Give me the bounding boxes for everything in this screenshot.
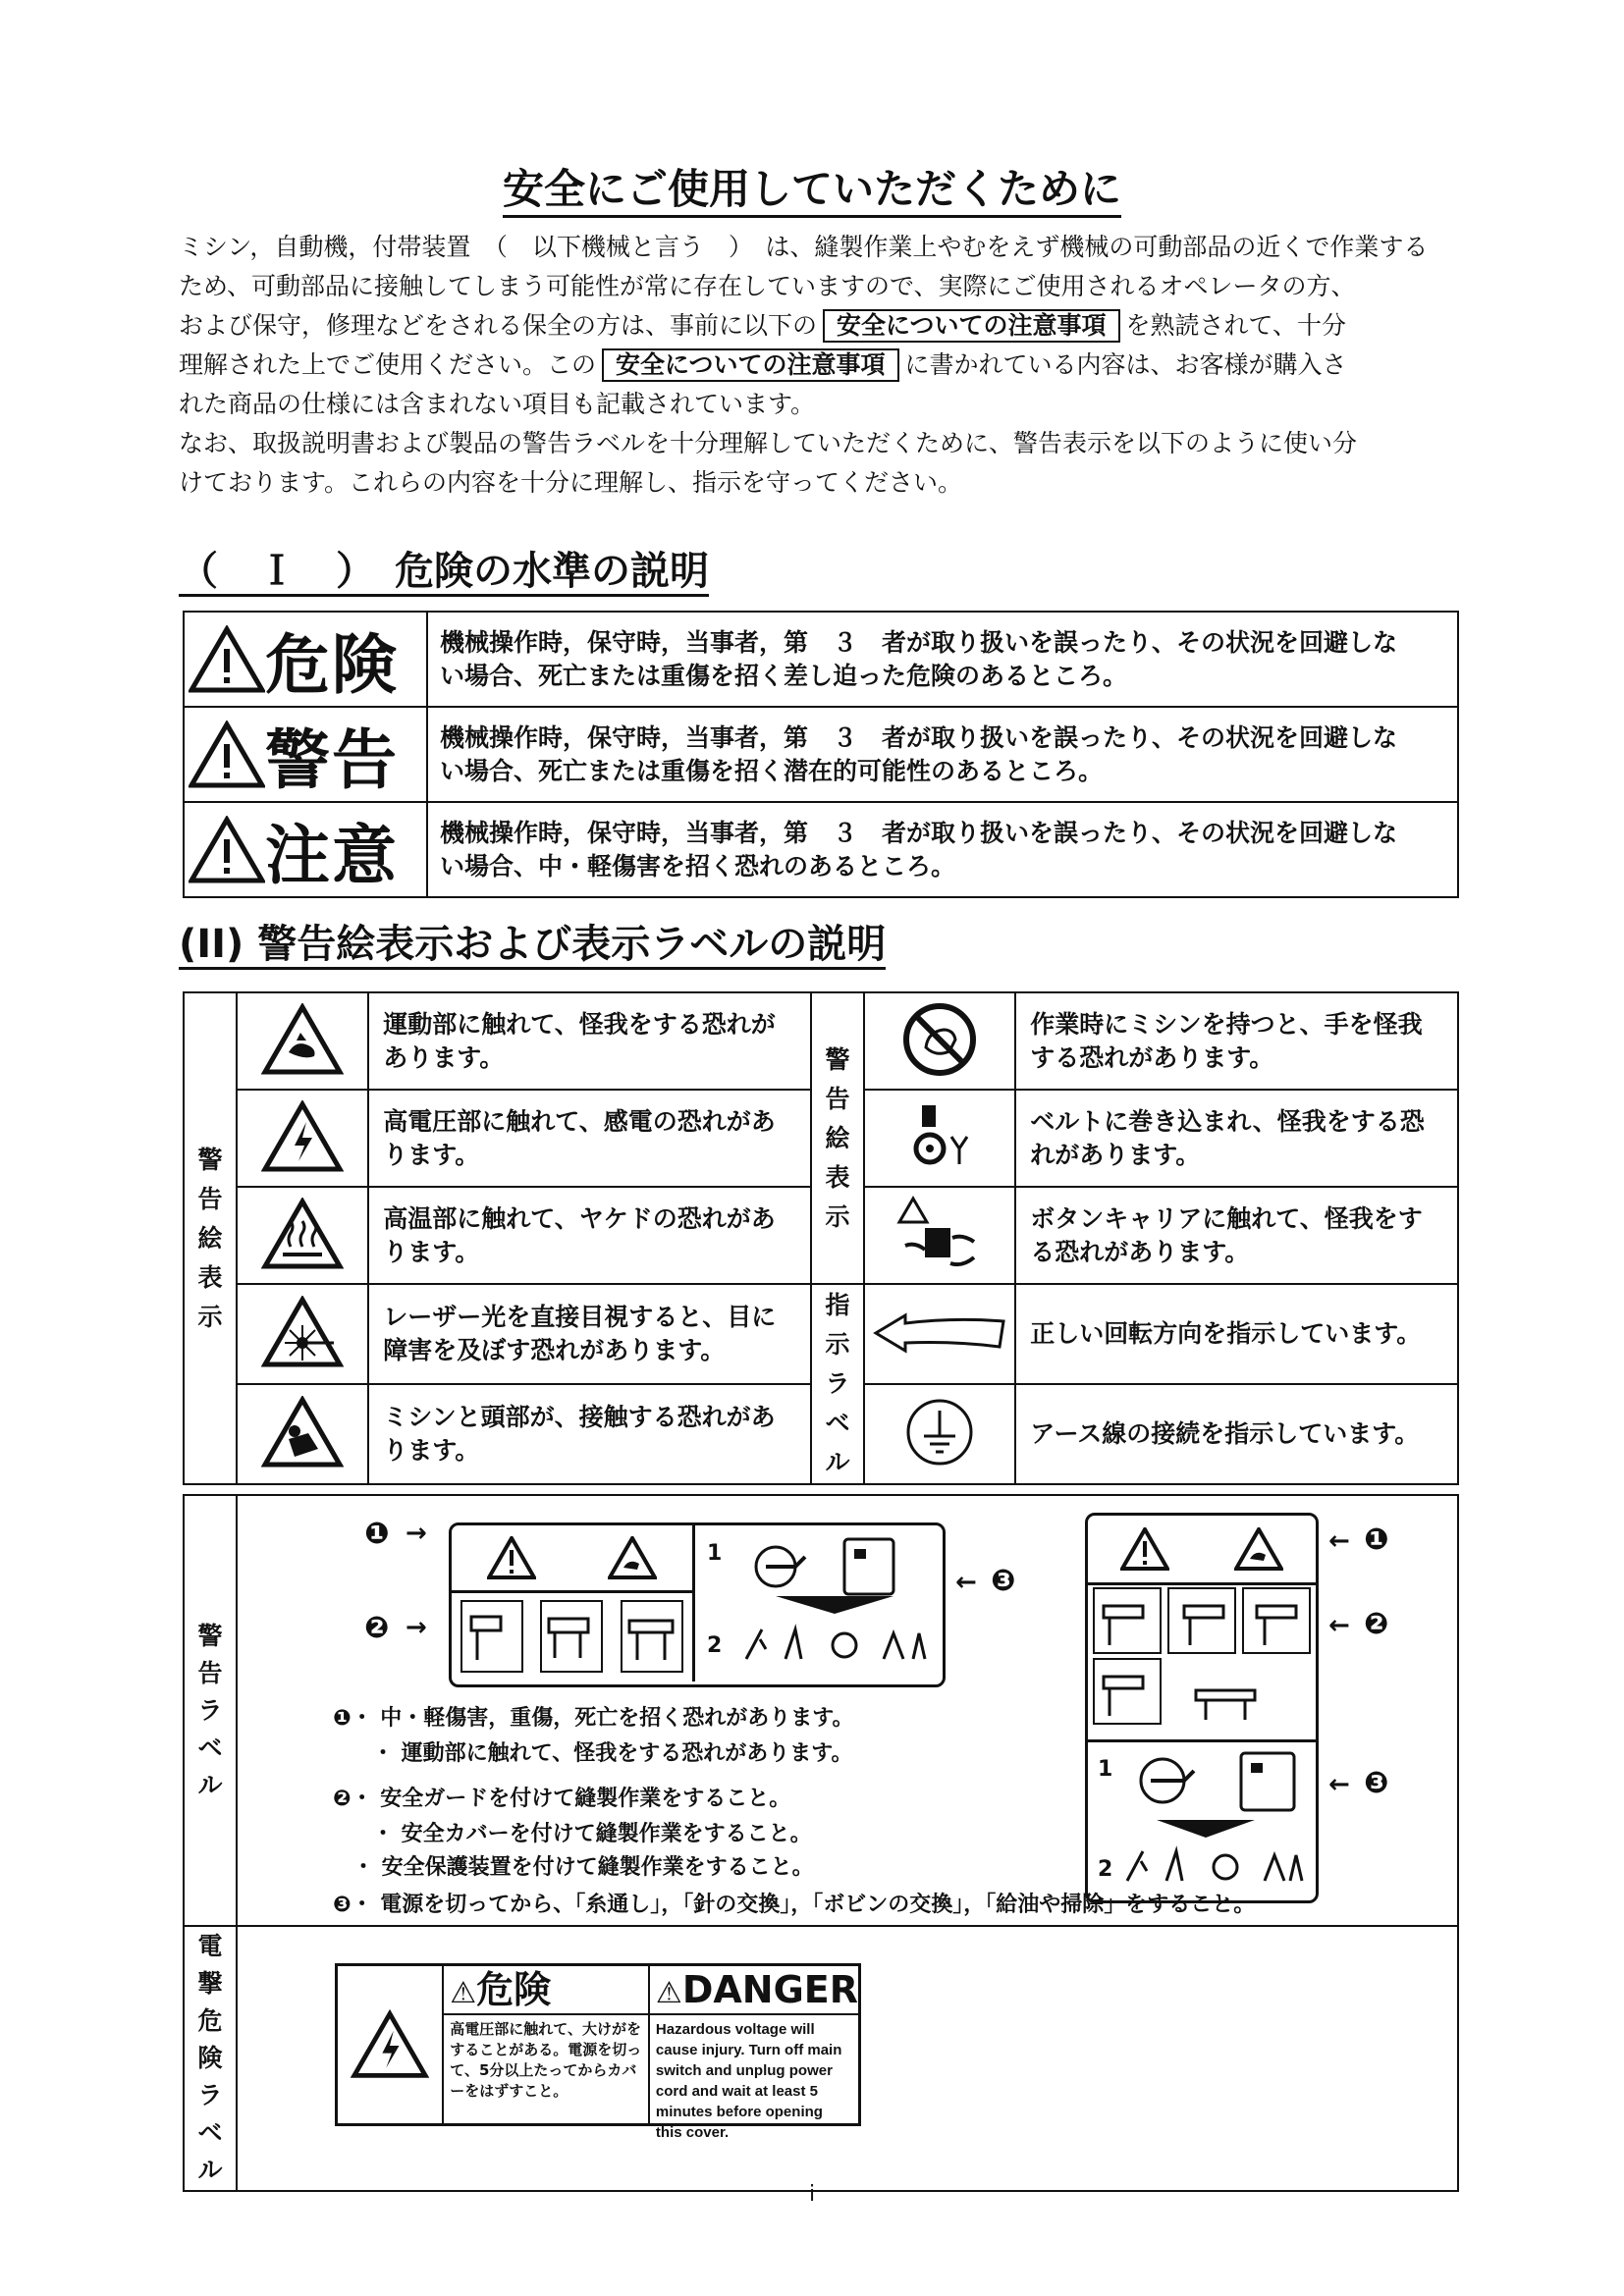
note-2c: ・ 安全保護装置を付けて縫製作業をすること。	[352, 1855, 814, 1880]
moving-parts-icon	[261, 1003, 344, 1076]
warning-label-wide: 1 2	[449, 1522, 946, 1687]
marker-3: ❸	[991, 1564, 1016, 1598]
hazard-row: 危険 機械操作時，保守時，当事者，第 ３ 者が取り扱いを誤ったり、その状況を回避しな い場合、死亡または重傷を招く差し迫った危険のあるところ。	[184, 612, 1458, 707]
pictogram-table: 警告絵表示 運動部に触れて、怪我をする恐れがあります。 警告絵表示 作業時にミシンを持つと、手を怪我する恐れがあります。 高電圧部に触れて、感電の恐れがあります。 ベルトに巻き込まれ、怪我をする恐れがあります。 高温部に触れて、ヤケドの恐れがあります。 ボタンキャリアに触れて、怪我をする恐れがあります。 レーザー光を直接目視すると、目に障害を及ぼす恐れがあります。 指示ラベル 正しい回転方向を指示しています。 ミシンと頭部が、接触する恐れがあります。 アース線の接続を指示しています。	[183, 991, 1459, 1485]
laser-icon	[261, 1296, 344, 1368]
hazard-level-table	[183, 611, 1459, 898]
warning-triangle-icon	[487, 1536, 536, 1579]
button-carrier-icon	[895, 1195, 984, 1273]
marker-2: ❷	[1364, 1607, 1389, 1641]
labels-table	[183, 1494, 1459, 2192]
warning-triangle-icon	[1120, 1527, 1169, 1571]
vertical-label: 警告絵表示	[184, 992, 237, 1484]
moving-parts-icon	[608, 1536, 657, 1579]
section1-heading: （ Ｉ ） 危険の水準の説明	[179, 540, 709, 596]
arrow-right-icon: →	[406, 1613, 427, 1642]
intro-paragraph: ミシン，自動機，付帯装置 （ 以下機械と言う ） は、縫製作業上やむをえず機械の可動部品の近くで作業する ため、可動部品に接触してしまう可能性が常に存在していますので、実際にご使用されるオペレータの方、 および保守，修理などをされる保全の方は、事前に以下の 安全についての注意事項 を熟読されて、十分 理解された上でご使用ください。この 安全についての注意事項 に書かれている内容は、お客様が購入さ れた商品の仕様には含まれない項目も記載されています。 なお、取扱説明書および製品の警告ラベルを十分理解していただくために、警告表示を以下のように使い分 けております。これらの内容を十分に理解し、指示を守ってください。	[179, 233, 1429, 497]
arrow-left-icon: ←	[1328, 1526, 1350, 1556]
electric-shock-label-area	[239, 1946, 1456, 2171]
warning-label-tall: 1 2	[1085, 1513, 1319, 1903]
high-voltage-icon	[351, 2009, 429, 2080]
safety-notes-box: 安全についての注意事項	[602, 348, 899, 382]
warning-label-area	[239, 1497, 1456, 1924]
danger-label: ⚠危険 高電圧部に触れて、大けがをすることがある。電源を切って、5分以上たってからカバーをはずすこと。 ⚠DANGER Hazardous voltage will cause injury. Turn off main switch and unplug power cord and wait at least 5 minutes before opening this cover.	[335, 1963, 861, 2126]
marker-2: ❷	[364, 1611, 390, 1645]
marker-3: ❸	[1364, 1766, 1389, 1800]
high-voltage-icon	[261, 1100, 344, 1173]
vertical-label: 警告絵表示	[811, 992, 864, 1284]
signal-word-warning: 警告	[265, 721, 399, 798]
note-1a: ❶・ 中・軽傷害，重傷，死亡を招く恐れがあります。	[333, 1706, 854, 1731]
head-contact-icon	[261, 1396, 344, 1468]
note-2b: ・ 安全カバーを付けて縫製作業をすること。	[372, 1822, 812, 1846]
hazard-row: 注意 機械操作時，保守時，当事者，第 ３ 者が取り扱いを誤ったり、その状況を回避しな い場合、中・軽傷害を招く恐れのあるところ。	[184, 802, 1458, 897]
safety-cover-icon	[537, 1597, 606, 1676]
earth-icon	[900, 1393, 979, 1471]
hot-surface-icon	[261, 1198, 344, 1270]
no-holding-icon	[900, 1000, 979, 1079]
page-number: i	[808, 2182, 816, 2207]
note-1b: ・ 運動部に触れて、怪我をする恐れがあります。	[372, 1741, 853, 1766]
safety-notes-box: 安全についての注意事項	[823, 309, 1120, 343]
warning-triangle-icon: ⚠	[655, 1976, 682, 2010]
warning-triangle-icon: ⚠	[450, 1976, 477, 2010]
arrow-right-icon: →	[406, 1519, 427, 1548]
vertical-label: 指示ラベル	[811, 1284, 864, 1484]
warning-triangle-icon	[189, 625, 265, 694]
rotation-arrow-icon	[866, 1308, 1013, 1357]
maintenance-icons	[736, 1620, 933, 1669]
arrow-down-icon	[1157, 1820, 1255, 1840]
threading-icon	[736, 1533, 913, 1602]
safety-guard-icons	[1088, 1582, 1316, 1730]
signal-word-danger: 危険	[265, 626, 399, 703]
page-title: 安全にご使用していただくために	[0, 157, 1624, 216]
note-3: ❸・ 電源を切ってから、「糸通し」，「針の交換」，「ボビンの交換」，「給油や掃除」をすること。	[333, 1893, 1256, 1917]
signal-word-caution: 注意	[265, 817, 399, 893]
note-2a: ❷・ 安全ガードを付けて縫製作業をすること。	[333, 1787, 791, 1811]
vertical-label: 警告ラベル	[184, 1495, 237, 1926]
safety-device-icon	[618, 1597, 686, 1676]
moving-parts-icon	[1234, 1527, 1283, 1571]
warning-triangle-icon	[189, 721, 265, 789]
vertical-label: 電撃危険ラベル	[184, 1926, 237, 2191]
belt-icon	[900, 1097, 979, 1176]
arrow-down-icon	[776, 1596, 893, 1616]
hazard-row: 警告 機械操作時，保守時，当事者，第 ３ 者が取り扱いを誤ったり、その状況を回避しな い場合、死亡または重傷を招く潜在的可能性のあるところ。	[184, 707, 1458, 802]
threading-icon	[1123, 1747, 1310, 1816]
arrow-left-icon: ←	[1328, 1770, 1350, 1799]
warning-triangle-icon	[189, 816, 265, 884]
section2-heading: (II) 警告絵表示および表示ラベルの説明	[179, 913, 886, 969]
maintenance-icons	[1117, 1842, 1314, 1891]
arrow-left-icon: ←	[1328, 1611, 1350, 1640]
marker-1: ❶	[1364, 1522, 1389, 1557]
safety-guard-icon	[458, 1597, 526, 1676]
marker-1: ❶	[364, 1517, 390, 1551]
arrow-left-icon: ←	[955, 1568, 977, 1597]
